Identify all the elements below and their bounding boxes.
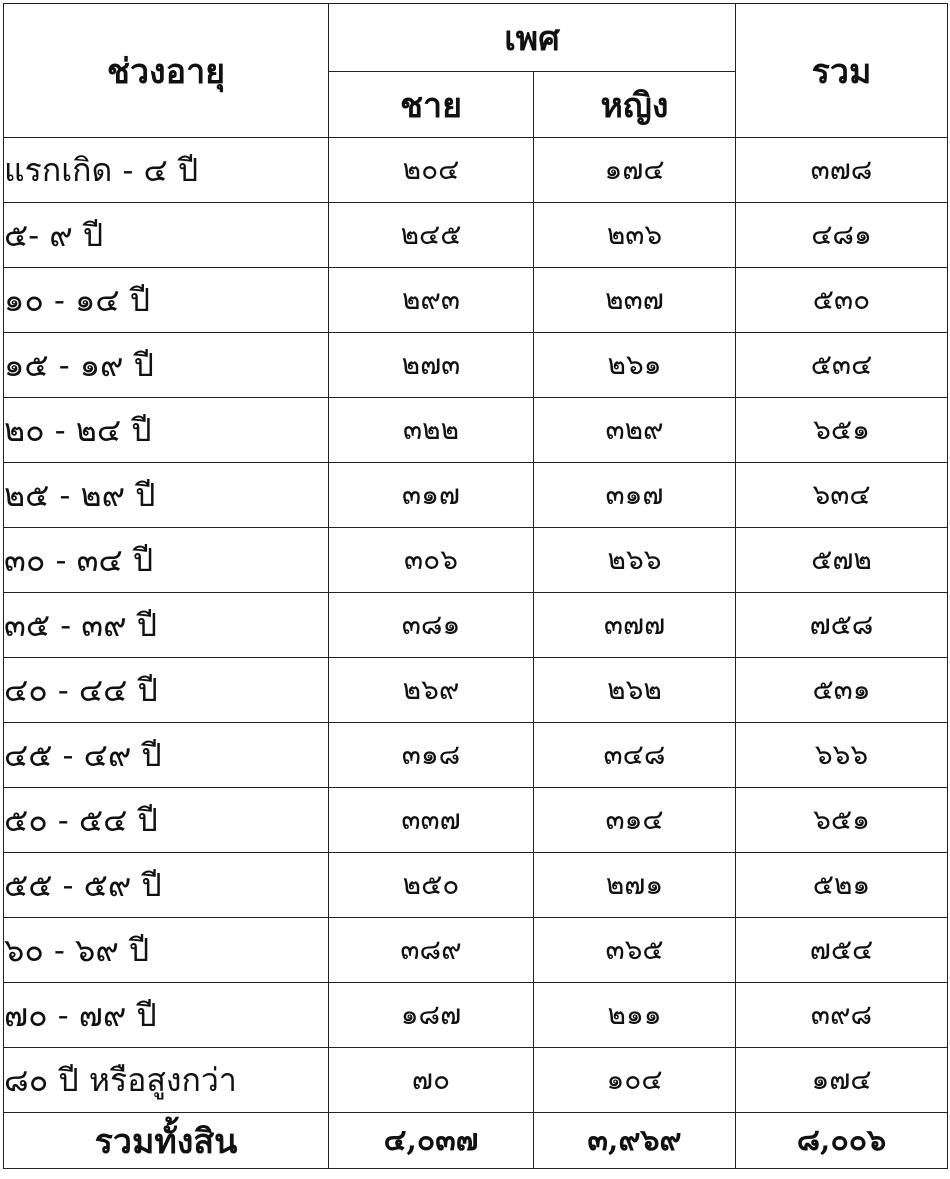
total-count-cell: ๕๗๒ bbox=[736, 528, 948, 593]
total-count-cell: ๗๕๘ bbox=[736, 593, 948, 658]
male-count-cell: ๓๘๙ bbox=[329, 918, 534, 983]
male-count-cell: ๓๐๖ bbox=[329, 528, 534, 593]
header-female: หญิง bbox=[534, 72, 736, 138]
age-range-cell: ๓๕ - ๓๙ ปี bbox=[4, 593, 329, 658]
table-row bbox=[4, 593, 948, 658]
total-count-cell: ๗๕๔ bbox=[736, 918, 948, 983]
total-count-cell: ๖๖๖ bbox=[736, 723, 948, 788]
summary-row bbox=[4, 1113, 948, 1169]
age-range-cell: ๒๐ - ๒๔ ปี bbox=[4, 398, 329, 463]
age-range-cell: ๖๐ - ๖๙ ปี bbox=[4, 918, 329, 983]
female-count-cell: ๒๑๑ bbox=[534, 983, 736, 1048]
table-row bbox=[4, 268, 948, 333]
summary-male-total: ๔,๐๓๗ bbox=[329, 1113, 534, 1169]
summary-grand-total: ๘,๐๐๖ bbox=[736, 1113, 948, 1169]
male-count-cell: ๗๐ bbox=[329, 1048, 534, 1113]
age-range-cell: ๕๕ - ๕๙ ปี bbox=[4, 853, 329, 918]
male-count-cell: ๑๘๗ bbox=[329, 983, 534, 1048]
total-count-cell: ๕๓๑ bbox=[736, 658, 948, 723]
table-row bbox=[4, 1048, 948, 1113]
male-count-cell: ๒๕๐ bbox=[329, 853, 534, 918]
table-row bbox=[4, 463, 948, 528]
summary-female-total: ๓,๙๖๙ bbox=[534, 1113, 736, 1169]
table-row bbox=[4, 528, 948, 593]
total-count-cell: ๕๓๐ bbox=[736, 268, 948, 333]
male-count-cell: ๒๖๙ bbox=[329, 658, 534, 723]
female-count-cell: ๓๖๕ bbox=[534, 918, 736, 983]
female-count-cell: ๒๗๑ bbox=[534, 853, 736, 918]
total-count-cell: ๖๓๔ bbox=[736, 463, 948, 528]
female-count-cell: ๑๗๔ bbox=[534, 138, 736, 203]
male-count-cell: ๒๙๓ bbox=[329, 268, 534, 333]
age-range-cell: ๓๐ - ๓๔ ปี bbox=[4, 528, 329, 593]
header-male: ชาย bbox=[329, 72, 534, 138]
female-count-cell: ๒๓๖ bbox=[534, 203, 736, 268]
male-count-cell: ๓๑๘ bbox=[329, 723, 534, 788]
table-row bbox=[4, 138, 948, 203]
age-range-cell: ๕- ๙ ปี bbox=[4, 203, 329, 268]
header-sex: เพศ bbox=[329, 4, 736, 72]
header-row-1 bbox=[4, 4, 948, 72]
female-count-cell: ๓๔๘ bbox=[534, 723, 736, 788]
table-row bbox=[4, 983, 948, 1048]
total-count-cell: ๕๓๔ bbox=[736, 333, 948, 398]
age-range-cell: ๑๕ - ๑๙ ปี bbox=[4, 333, 329, 398]
table-row bbox=[4, 918, 948, 983]
age-range-cell: ๒๕ - ๒๙ ปี bbox=[4, 463, 329, 528]
total-count-cell: ๓๗๘ bbox=[736, 138, 948, 203]
table-row bbox=[4, 203, 948, 268]
table-row bbox=[4, 333, 948, 398]
population-table bbox=[3, 3, 948, 1169]
female-count-cell: ๓๑๗ bbox=[534, 463, 736, 528]
age-range-cell: แรกเกิด - ๔ ปี bbox=[4, 138, 329, 203]
male-count-cell: ๒๗๓ bbox=[329, 333, 534, 398]
male-count-cell: ๓๑๗ bbox=[329, 463, 534, 528]
female-count-cell: ๒๓๗ bbox=[534, 268, 736, 333]
age-range-cell: ๘๐ ปี หรือสูงกว่า bbox=[4, 1048, 329, 1113]
table-row bbox=[4, 853, 948, 918]
male-count-cell: ๒๐๔ bbox=[329, 138, 534, 203]
age-range-cell: ๔๐ - ๔๔ ปี bbox=[4, 658, 329, 723]
male-count-cell: ๓๘๑ bbox=[329, 593, 534, 658]
female-count-cell: ๒๖๒ bbox=[534, 658, 736, 723]
total-count-cell: ๖๕๑ bbox=[736, 398, 948, 463]
table-row bbox=[4, 723, 948, 788]
table-row bbox=[4, 788, 948, 853]
header-age-range: ช่วงอายุ bbox=[4, 4, 329, 138]
total-count-cell: ๖๕๑ bbox=[736, 788, 948, 853]
age-range-cell: ๕๐ - ๕๔ ปี bbox=[4, 788, 329, 853]
female-count-cell: ๒๖๖ bbox=[534, 528, 736, 593]
age-range-cell: ๗๐ - ๗๙ ปี bbox=[4, 983, 329, 1048]
age-range-cell: ๑๐ - ๑๔ ปี bbox=[4, 268, 329, 333]
female-count-cell: ๑๐๔ bbox=[534, 1048, 736, 1113]
female-count-cell: ๓๑๔ bbox=[534, 788, 736, 853]
male-count-cell: ๓๒๒ bbox=[329, 398, 534, 463]
age-range-cell: ๔๕ - ๔๙ ปี bbox=[4, 723, 329, 788]
table-row bbox=[4, 658, 948, 723]
male-count-cell: ๒๔๕ bbox=[329, 203, 534, 268]
table-row bbox=[4, 398, 948, 463]
summary-label: รวมทั้งสิน bbox=[4, 1113, 329, 1169]
female-count-cell: ๓๗๗ bbox=[534, 593, 736, 658]
female-count-cell: ๓๒๙ bbox=[534, 398, 736, 463]
total-count-cell: ๔๘๑ bbox=[736, 203, 948, 268]
female-count-cell: ๒๖๑ bbox=[534, 333, 736, 398]
total-count-cell: ๓๙๘ bbox=[736, 983, 948, 1048]
header-total: รวม bbox=[736, 4, 948, 138]
total-count-cell: ๑๗๔ bbox=[736, 1048, 948, 1113]
total-count-cell: ๕๒๑ bbox=[736, 853, 948, 918]
male-count-cell: ๓๓๗ bbox=[329, 788, 534, 853]
